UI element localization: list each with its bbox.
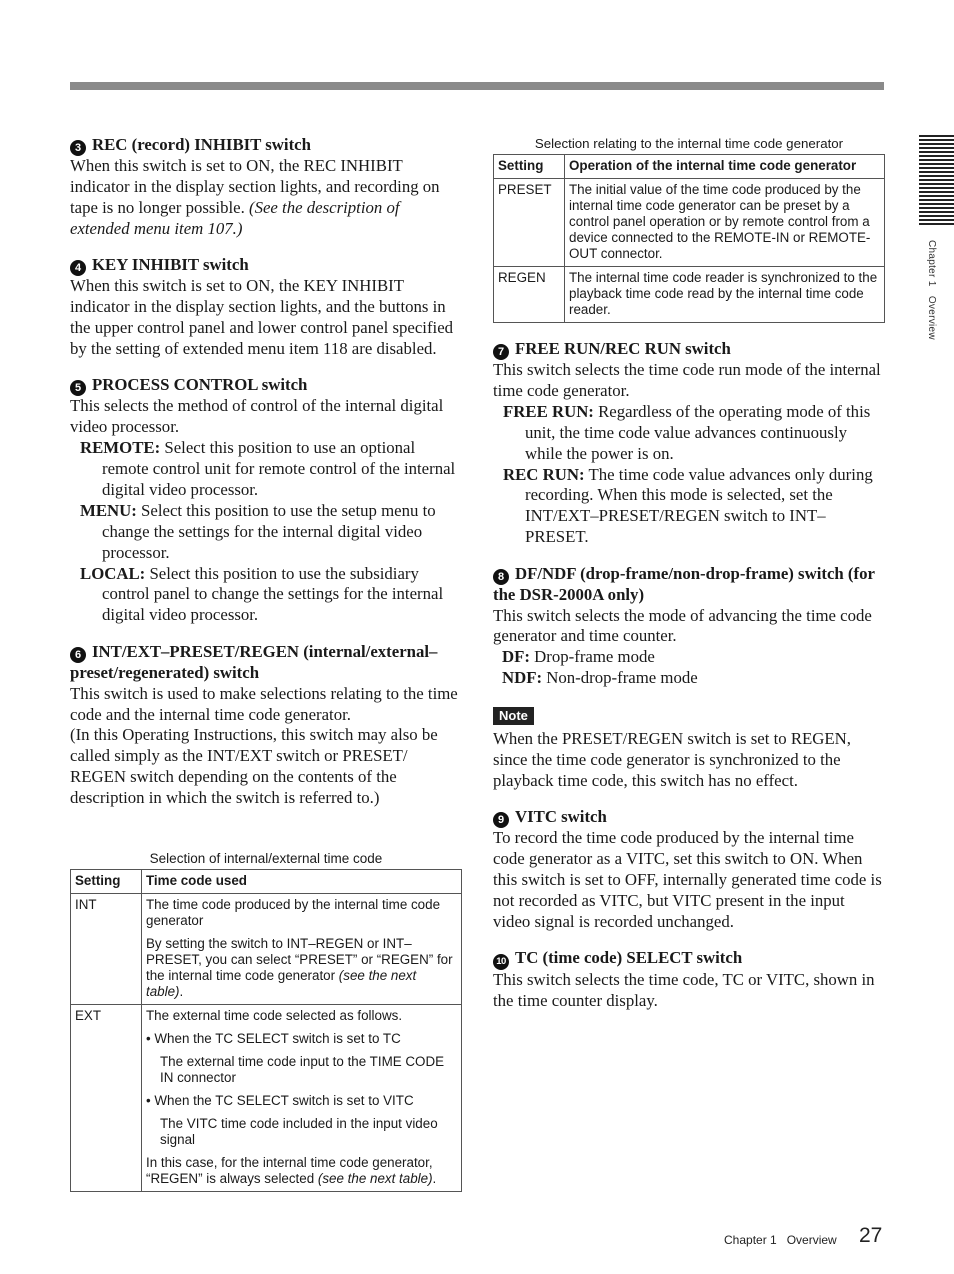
section-heading: [70, 135, 463, 156]
right-column: [493, 339, 885, 1027]
number-badge: 9: [493, 812, 509, 828]
section-body-note: (In this Operating Instructions, this switch may also be called simply as the INT/EXT switch or PRESET/ REGEN switch depending on the contents of the description in which the switch is referred to.): [70, 725, 438, 808]
section-heading: [493, 807, 885, 828]
column-header-setting: Setting: [494, 155, 565, 179]
section-body: This selects the method of control of the internal digital video processor.: [70, 396, 444, 437]
cell-setting: PRESET: [494, 179, 565, 267]
bullet-subtext: The VITC time code included in the input video signal: [160, 1116, 438, 1147]
bullet-subtext: The external time code input to the TIME CODE IN connector: [160, 1054, 445, 1085]
section-body: This switch is used to make selections relating to the time code and the internal time code generator.: [70, 683, 458, 724]
definition-df: DF: Drop-frame mode: [502, 647, 655, 667]
cell-setting: REGEN: [494, 267, 565, 323]
section-heading: [70, 375, 463, 396]
column-header-operation: Operation of the internal time code generator: [565, 155, 885, 179]
section-title: PROCESS CONTROL switch: [92, 375, 308, 395]
bullet-item: • When the TC SELECT switch is set to VITC: [146, 1093, 414, 1108]
definition-free-run: FREE RUN: Regardless of the operating mode of this unit, the time code value advances continuously while the power is on.: [503, 401, 871, 463]
chapter-tab-marker: [919, 135, 954, 227]
table-internal-generator: [493, 136, 885, 323]
section-df-ndf: [493, 564, 885, 690]
section-title: KEY INHIBIT switch: [92, 255, 249, 275]
note-label: Note: [493, 707, 534, 725]
section-title: INT/EXT–PRESET/REGEN (internal/external–preset/regenerated) switch: [70, 641, 438, 682]
table-row-ext: [71, 1005, 462, 1192]
section-process-control: [70, 375, 463, 626]
left-column: [70, 135, 463, 825]
section-free-run-rec-run: [493, 339, 885, 548]
section-vitc: [493, 807, 885, 933]
number-badge: 4: [70, 260, 86, 276]
section-body: When this switch is set to ON, the KEY INHIBIT indicator in the display section lights, and the buttons in the upper control panel and lower control panel specified by the setting of extended menu item 118 are disabled.: [70, 276, 454, 358]
section-heading: [493, 339, 885, 360]
cell-text: By setting the switch to INT–REGEN or INT–PRESET, you can select “PRESET” or “REGEN” for the internal time code generator (see the next table).: [146, 936, 453, 999]
section-int-ext-preset-regen: [70, 642, 463, 809]
section-title: TC (time code) SELECT switch: [515, 947, 743, 967]
definition-remote: REMOTE: Select this position to use an optional remote control unit for remote control of the internal digital video processor.: [80, 438, 456, 499]
table-row-regen: [494, 267, 885, 323]
column-header-time-code-used: Time code used: [142, 870, 462, 894]
section-title: FREE RUN/REC RUN switch: [515, 339, 731, 358]
definition-menu: MENU: Select this position to use the setup menu to change the settings for the internal digital video processor.: [80, 500, 436, 562]
table-caption: Selection relating to the internal time code generator: [534, 136, 844, 151]
header-rule: [70, 82, 884, 90]
column-header-setting: Setting: [71, 870, 142, 894]
definition-ndf: NDF: Non-drop-frame mode: [502, 668, 698, 688]
section-body: When this switch is set to ON, the REC INHIBIT indicator in the display section lights, and recording on tape is no longer possible. (See the description of extended menu item 107.): [70, 156, 440, 238]
cell-description: [142, 894, 462, 1005]
chapter-tab-label: Chapter 1 Overview: [926, 240, 937, 340]
footer-chapter-label: Chapter 1 Overview: [724, 1233, 837, 1247]
definition-rec-run: REC RUN: The time code value advances only during recording. When this mode is selected, set the INT/EXT–PRESET/REGEN switch to INT–PRESET.: [503, 464, 873, 547]
cell-setting: EXT: [71, 1005, 142, 1192]
cell-text: The time code produced by the internal time code generator: [146, 897, 441, 928]
table-header-row: [494, 155, 885, 179]
section-heading: [493, 564, 885, 606]
note-text: When the PRESET/REGEN switch is set to REGEN, since the time code generator is synchronized to the playback time code, this switch has no effect.: [493, 728, 851, 790]
section-body: This switch selects the time code, TC or VITC, shown in the time counter display.: [493, 969, 875, 1010]
section-body: This switch selects the mode of advancing the time code generator and time counter.: [493, 605, 872, 646]
page-number: 27: [859, 1224, 883, 1247]
section-tc-select: [493, 948, 885, 1012]
number-badge: 8: [493, 569, 509, 585]
cell-text: In this case, for the internal time code generator, “REGEN” is always selected (see the next table).: [146, 1155, 437, 1186]
section-heading: [70, 255, 463, 276]
section-title: DF/NDF (drop-frame/non-drop-frame) switch (for the DSR-2000A only): [493, 563, 875, 604]
cell-setting: INT: [71, 894, 142, 1005]
table-internal-external: [70, 851, 462, 1192]
section-title: REC (record) INHIBIT switch: [92, 135, 311, 154]
table-row-preset: [494, 179, 885, 267]
cell-description: The initial value of the time code produced by the internal time code generator can be preset by a control panel operation or by remote control from a device connected to the REMOTE-IN or REMOTE-OUT connector.: [565, 179, 885, 267]
table-header-row: [71, 870, 462, 894]
number-badge: 5: [70, 380, 86, 396]
section-body: This switch selects the time code run mode of the internal time code generator.: [493, 360, 881, 400]
number-badge: 3: [70, 140, 86, 156]
number-badge: 6: [70, 647, 86, 663]
section-body: To record the time code produced by the internal time code generator as a VITC, set this switch to ON. When this switch is set to OFF, internally generated time code is not recorded as VITC, but VITC present in the input video signal is recorded unchanged.: [493, 827, 882, 931]
cell-description: [142, 1005, 462, 1192]
cell-description: The internal time code reader is synchronized to the playback time code read by the internal time code reader.: [565, 267, 885, 323]
table-row-int: [71, 894, 462, 1005]
definition-local: LOCAL: Select this position to use the subsidiary control panel to change the settings for the internal digital video processor.: [80, 563, 444, 625]
section-heading: [70, 642, 463, 684]
section-key-inhibit: [70, 255, 463, 360]
bullet-item: • When the TC SELECT switch is set to TC: [146, 1031, 401, 1046]
section-title: VITC switch: [515, 806, 607, 826]
cell-text: The external time code selected as follows.: [146, 1008, 403, 1023]
number-badge: 7: [493, 344, 509, 360]
section-rec-inhibit: [70, 135, 463, 240]
number-badge: 10: [493, 954, 509, 970]
table-caption: Selection of internal/external time code: [149, 851, 383, 866]
section-heading: [493, 948, 885, 970]
note-block: [493, 705, 885, 792]
